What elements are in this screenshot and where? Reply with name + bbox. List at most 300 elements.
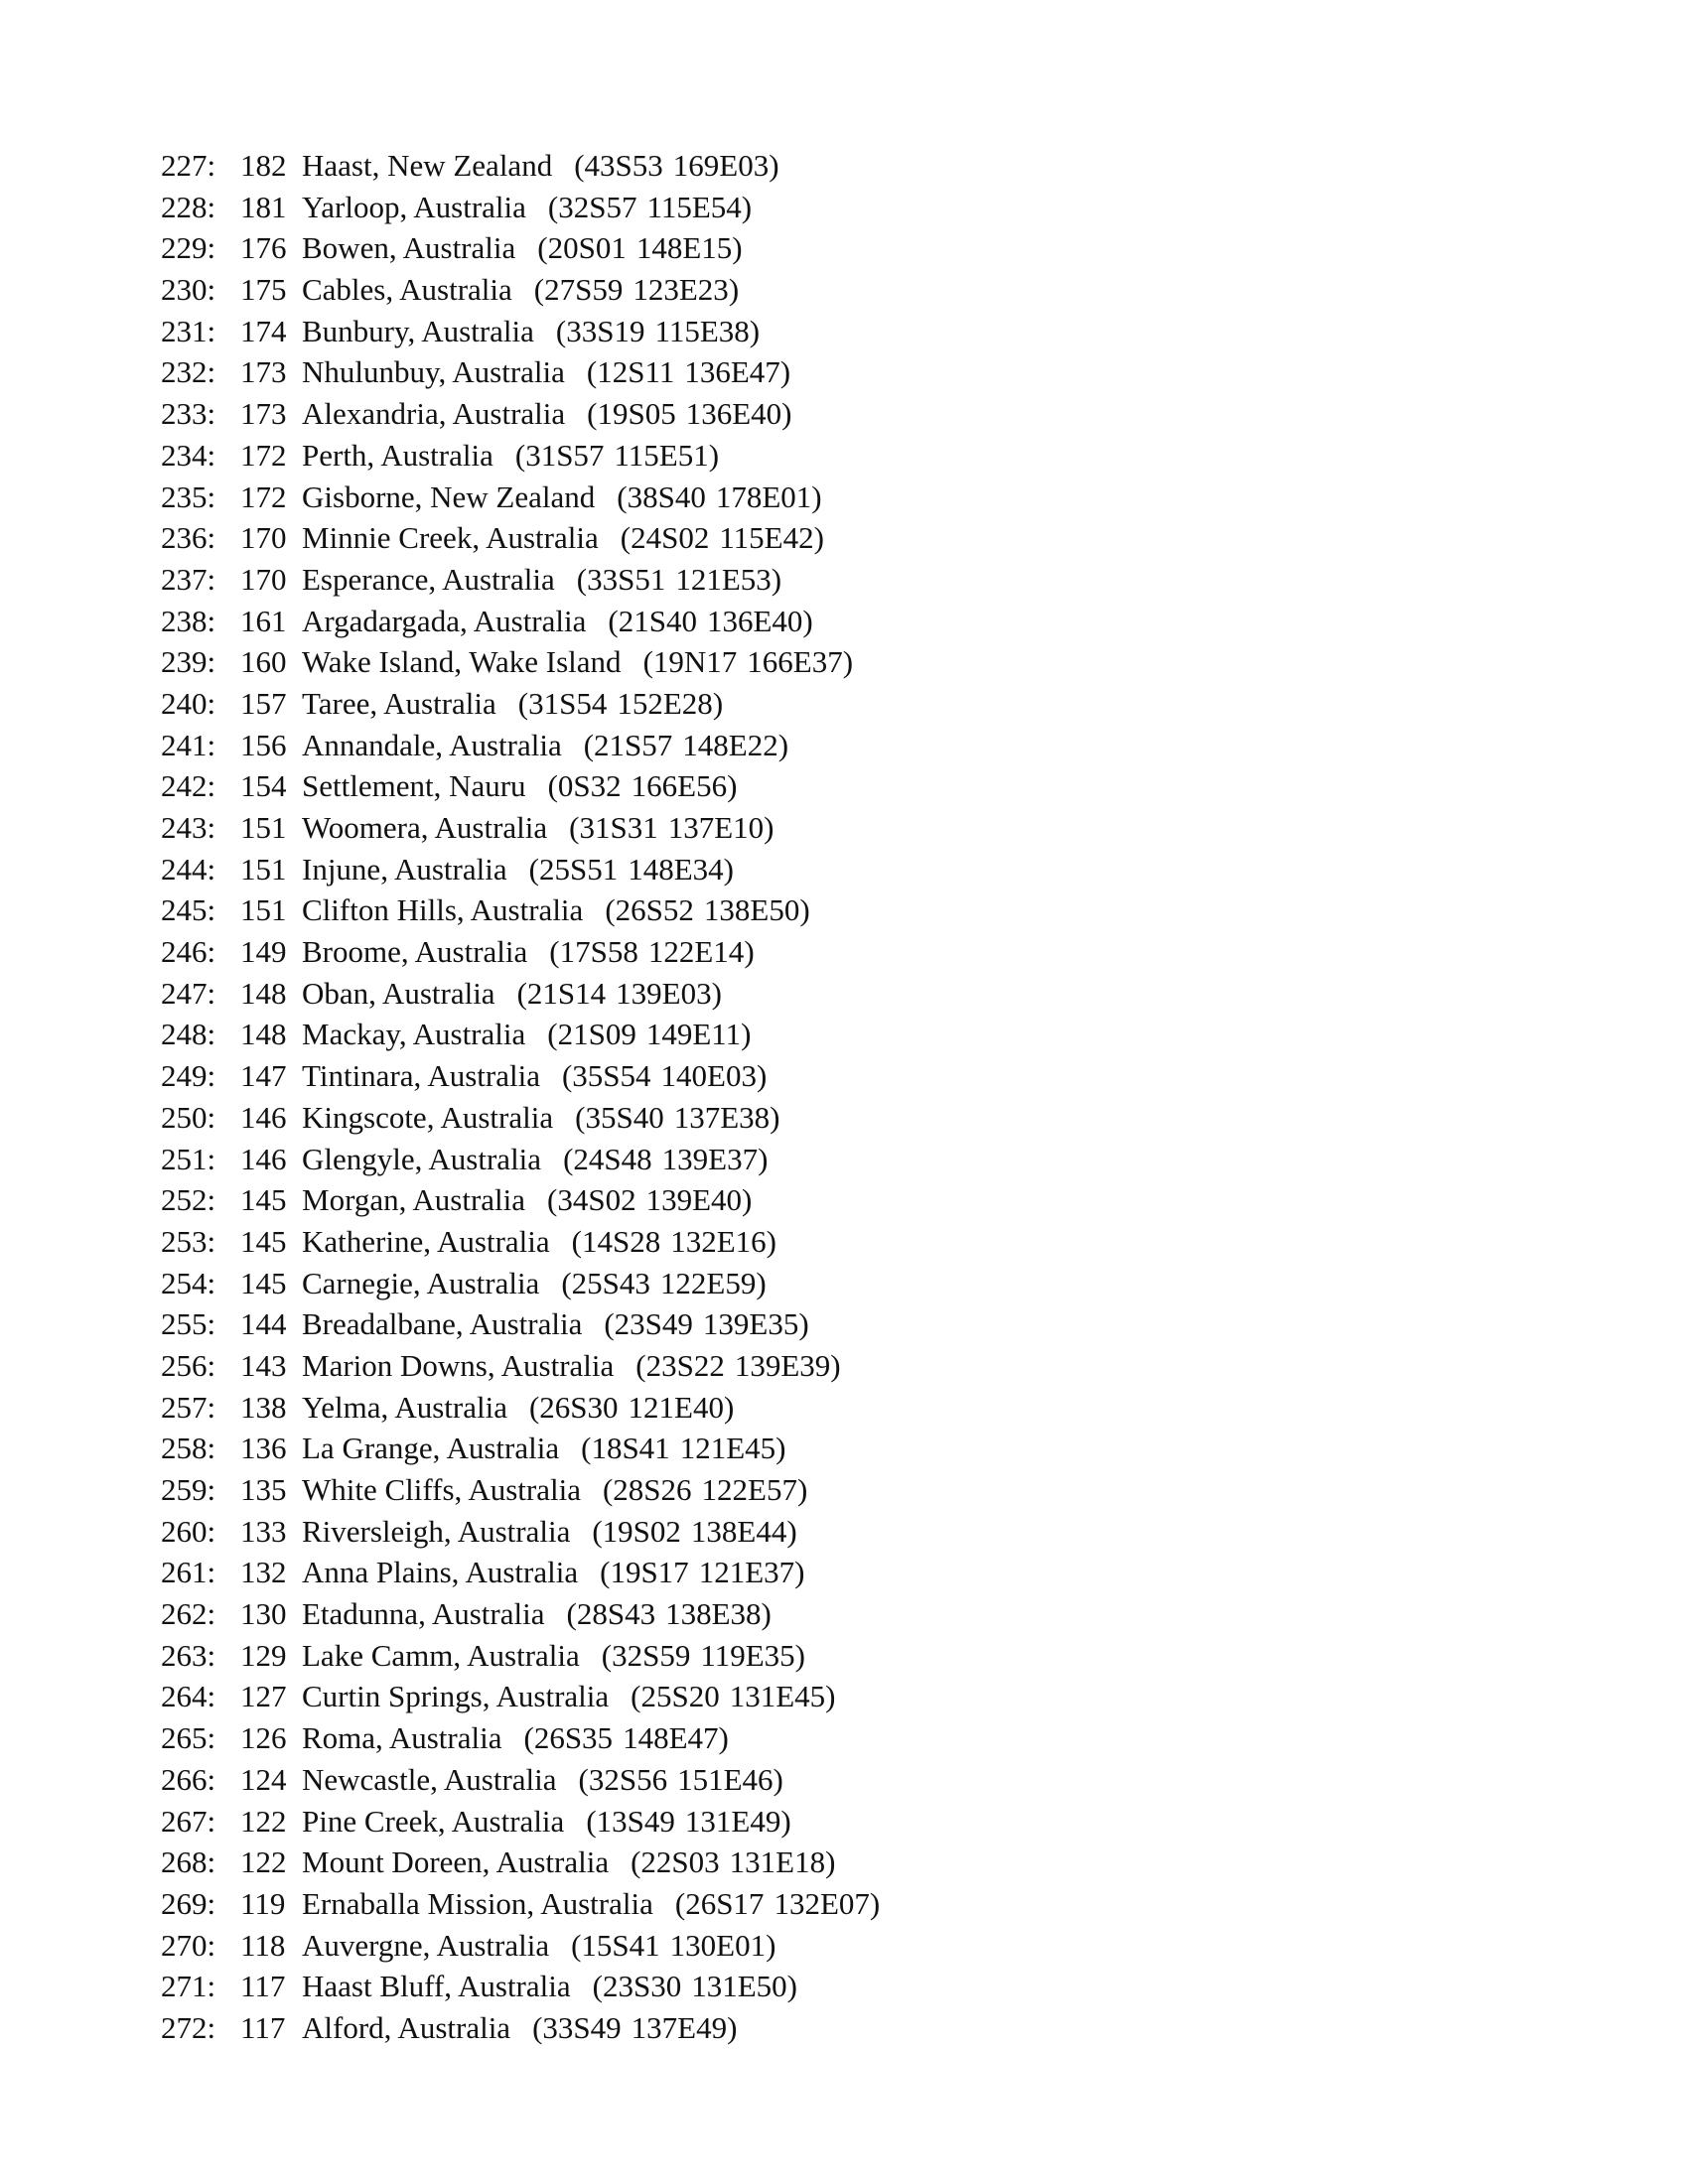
open-paren: (: [583, 727, 595, 762]
list-item: [161, 351, 880, 393]
entry-rank: 237:: [161, 561, 216, 597]
entry-rank: 242:: [161, 768, 216, 804]
entry-longitude: 139E39: [734, 1347, 831, 1383]
entry-count: 175: [240, 272, 287, 308]
entry-place: Pine Creek, Australia: [302, 1803, 565, 1839]
entry-latitude: 24S02: [631, 520, 710, 556]
open-paren: (: [528, 1389, 540, 1425]
list-item: [161, 435, 880, 477]
list-item: [161, 2007, 880, 2049]
entry-longitude: 139E40: [645, 1182, 743, 1218]
entry-count: 126: [240, 1720, 287, 1756]
entry-count: 127: [240, 1679, 287, 1714]
entry-longitude: 119E35: [700, 1637, 795, 1673]
list-item: [161, 807, 880, 849]
entry-place: Anna Plains, Australia: [302, 1555, 579, 1590]
list-item: [161, 973, 880, 1015]
entry-longitude: 131E50: [691, 1969, 787, 2004]
entry-place: Nhulunbuy, Australia: [302, 354, 565, 390]
entry-latitude: 32S56: [588, 1761, 668, 1797]
entry-rank: 243:: [161, 810, 216, 845]
list-item: [161, 1221, 880, 1263]
entry-rank: 245:: [161, 892, 216, 928]
entry-count: 117: [240, 1969, 286, 2004]
entry-count: 151: [240, 851, 287, 887]
entry-latitude: 19S05: [597, 396, 676, 432]
entry-place: Auvergne, Australia: [302, 1927, 550, 1963]
entry-count: 170: [240, 520, 287, 556]
open-paren: (: [547, 189, 559, 224]
list-item: [161, 1676, 880, 1717]
entry-latitude: 0S32: [557, 768, 622, 804]
entry-rank: 241:: [161, 727, 216, 762]
entry-rank: 232:: [161, 354, 216, 390]
entry-place: Morgan, Australia: [302, 1182, 526, 1218]
entry-longitude: 149E11: [645, 1017, 742, 1052]
entry-place: Minnie Creek, Australia: [302, 520, 599, 556]
entry-longitude: 115E54: [646, 189, 742, 224]
entry-longitude: 136E40: [685, 396, 782, 432]
entry-place: Mount Doreen, Australia: [302, 1844, 610, 1880]
open-paren: (: [575, 1099, 586, 1135]
close-paren: ): [764, 810, 774, 845]
entry-count: 173: [240, 354, 287, 390]
list-item: [161, 849, 880, 890]
entry-count: 145: [240, 1265, 287, 1300]
open-paren: (: [517, 685, 529, 721]
entry-place: Clifton Hills, Australia: [302, 892, 584, 928]
close-paren: ): [769, 148, 779, 183]
entry-longitude: 121E37: [698, 1555, 795, 1590]
close-paren: ): [825, 1844, 836, 1880]
entry-longitude: 137E49: [631, 2009, 728, 2045]
entry-rank: 255:: [161, 1306, 216, 1342]
list-item: [161, 269, 880, 311]
entry-place: Settlement, Nauru: [302, 768, 526, 804]
entry-latitude: 38S40: [627, 478, 706, 514]
entry-longitude: 131E45: [729, 1679, 826, 1714]
entry-rank: 254:: [161, 1265, 216, 1300]
entry-latitude: 35S40: [585, 1099, 664, 1135]
entry-latitude: 32S59: [612, 1637, 691, 1673]
entry-rank: 271:: [161, 1969, 216, 2004]
entry-place: Bunbury, Australia: [302, 313, 534, 348]
close-paren: ): [766, 1927, 776, 1963]
list-item: [161, 477, 880, 518]
open-paren: (: [600, 1555, 611, 1590]
entry-rank: 263:: [161, 1637, 216, 1673]
entry-place: Alford, Australia: [302, 2009, 511, 2045]
entry-place: Carnegie, Australia: [302, 1265, 540, 1300]
list-item: [161, 601, 880, 642]
close-paren: ): [728, 272, 740, 308]
list-item: [161, 517, 880, 559]
entry-longitude: 132E07: [774, 1885, 870, 1921]
close-paren: ): [741, 1017, 752, 1052]
entry-rank: 265:: [161, 1720, 216, 1756]
entry-place: Broome, Australia: [302, 934, 528, 970]
close-paren: ): [723, 851, 734, 887]
entry-count: 170: [240, 561, 287, 597]
list-item: [161, 1263, 880, 1304]
entry-rank: 246:: [161, 934, 216, 970]
list-item: [161, 1966, 880, 2007]
entry-longitude: 131E18: [729, 1844, 826, 1880]
open-paren: (: [547, 768, 558, 804]
list-item: [161, 1179, 880, 1221]
open-paren: (: [537, 230, 548, 266]
list-item: [161, 1717, 880, 1759]
entry-rank: 227:: [161, 148, 216, 183]
entry-longitude: 138E38: [665, 1596, 762, 1632]
entry-longitude: 148E22: [682, 727, 778, 762]
open-paren: (: [576, 561, 588, 597]
open-paren: (: [586, 1803, 597, 1839]
open-paren: (: [566, 1596, 577, 1632]
list-item: [161, 1139, 880, 1180]
entry-count: 132: [240, 1555, 287, 1590]
list-item: [161, 1511, 880, 1553]
entry-count: 146: [240, 1099, 287, 1135]
entry-count: 148: [240, 975, 287, 1011]
entry-latitude: 43S53: [584, 148, 663, 183]
entry-place: White Cliffs, Australia: [302, 1472, 581, 1507]
list-item: [161, 1593, 880, 1635]
open-paren: (: [602, 1472, 614, 1507]
entry-place: Glengyle, Australia: [302, 1141, 542, 1176]
entry-rank: 262:: [161, 1596, 216, 1632]
list-item: [161, 559, 880, 601]
entry-place: La Grange, Australia: [302, 1431, 560, 1466]
entry-rank: 247:: [161, 975, 216, 1011]
list-item: [161, 1303, 880, 1345]
list-item: [161, 1883, 880, 1925]
close-paren: ): [742, 1182, 753, 1218]
entry-rank: 264:: [161, 1679, 216, 1714]
entry-rank: 251:: [161, 1141, 216, 1176]
entry-latitude: 21S09: [557, 1017, 636, 1052]
entry-longitude: 148E15: [635, 230, 733, 266]
open-paren: (: [549, 934, 560, 970]
close-paren: ): [712, 685, 724, 721]
list-item: [161, 1428, 880, 1469]
entry-place: Haast Bluff, Australia: [302, 1969, 571, 2004]
entry-count: 118: [240, 1927, 286, 1963]
close-paren: ): [708, 437, 720, 473]
open-paren: (: [563, 1141, 574, 1176]
entry-latitude: 19S02: [602, 1513, 681, 1549]
open-paren: (: [604, 1306, 615, 1342]
open-paren: (: [569, 810, 580, 845]
entry-rank: 252:: [161, 1182, 216, 1218]
entry-latitude: 33S49: [542, 2009, 622, 2045]
entry-count: 147: [240, 1058, 287, 1094]
close-paren: ): [756, 1265, 767, 1300]
entry-latitude: 22S03: [640, 1844, 720, 1880]
entry-latitude: 31S57: [525, 437, 605, 473]
entry-longitude: 115E38: [654, 313, 750, 348]
entry-longitude: 121E45: [679, 1431, 776, 1466]
entry-rank: 266:: [161, 1761, 216, 1797]
entry-count: 151: [240, 892, 287, 928]
entry-rank: 272:: [161, 2009, 216, 2045]
open-paren: (: [561, 1265, 572, 1300]
close-paren: ): [842, 644, 854, 680]
entry-rank: 258:: [161, 1431, 216, 1466]
entry-rank: 244:: [161, 851, 216, 887]
entry-latitude: 23S22: [645, 1347, 725, 1383]
entry-count: 148: [240, 1017, 287, 1052]
entry-latitude: 26S35: [533, 1720, 614, 1756]
entry-latitude: 23S49: [614, 1306, 693, 1342]
list-item: [161, 765, 880, 807]
entry-longitude: 122E57: [701, 1472, 797, 1507]
list-item: [161, 1014, 880, 1055]
open-paren: (: [532, 2009, 543, 2045]
entry-latitude: 28S43: [576, 1596, 656, 1632]
entry-longitude: 166E56: [631, 768, 728, 804]
entry-place: Esperance, Australia: [302, 561, 555, 597]
list-item: [161, 227, 880, 269]
entry-rank: 248:: [161, 1017, 216, 1052]
close-paren: ): [798, 1306, 809, 1342]
entry-rank: 240:: [161, 685, 216, 721]
entry-place: Taree, Australia: [302, 685, 496, 721]
entry-place: Tintinara, Australia: [302, 1058, 540, 1094]
close-paren: ): [781, 396, 792, 432]
entry-longitude: 136E40: [706, 603, 803, 638]
entry-place: Haast, New Zealand: [302, 148, 553, 183]
entry-count: 145: [240, 1182, 287, 1218]
list-item: [161, 1345, 880, 1387]
open-paren: (: [574, 148, 585, 183]
list-item: [161, 1055, 880, 1097]
entry-longitude: 139E35: [702, 1306, 799, 1342]
close-paren: ): [794, 1555, 805, 1590]
entry-latitude: 26S30: [539, 1389, 619, 1425]
entry-count: 176: [240, 230, 287, 266]
close-paren: ): [711, 975, 722, 1011]
entry-longitude: 132E16: [670, 1223, 767, 1259]
close-paren: ): [718, 1720, 729, 1756]
entry-longitude: 122E59: [659, 1265, 757, 1300]
entry-longitude: 131E49: [684, 1803, 781, 1839]
list-item: [161, 1469, 880, 1511]
entry-rank: 270:: [161, 1927, 216, 1963]
open-paren: (: [608, 603, 619, 638]
list-item: [161, 641, 880, 683]
entry-rank: 267:: [161, 1803, 216, 1839]
close-paren: ): [799, 892, 810, 928]
entry-place: Wake Island, Wake Island: [302, 644, 622, 680]
entry-count: 122: [240, 1844, 287, 1880]
list-item: [161, 931, 880, 973]
close-paren: ): [770, 1099, 780, 1135]
entry-rank: 229:: [161, 230, 216, 266]
entry-rank: 235:: [161, 478, 216, 514]
entry-count: 122: [240, 1803, 287, 1839]
list-item: [161, 311, 880, 352]
close-paren: ): [766, 1223, 776, 1259]
entry-rank: 233:: [161, 396, 216, 432]
entry-longitude: 148E47: [623, 1720, 719, 1756]
entry-place: Ernaballa Mission, Australia: [302, 1885, 653, 1921]
entry-place: Bowen, Australia: [302, 230, 516, 266]
entry-latitude: 19N17: [652, 644, 738, 680]
entry-longitude: 151E46: [677, 1761, 774, 1797]
entry-count: 136: [240, 1431, 287, 1466]
entry-count: 154: [240, 768, 287, 804]
entry-count: 157: [240, 685, 287, 721]
entry-place: Riversleigh, Australia: [302, 1513, 571, 1549]
entry-latitude: 15S41: [581, 1927, 660, 1963]
entry-latitude: 31S31: [579, 810, 658, 845]
entry-rank: 238:: [161, 603, 216, 638]
entry-count: 151: [240, 810, 287, 845]
entry-latitude: 21S14: [526, 975, 607, 1011]
close-paren: ): [771, 561, 782, 597]
entry-longitude: 139E03: [616, 975, 712, 1011]
entry-rank: 239:: [161, 644, 216, 680]
entry-rank: 253:: [161, 1223, 216, 1259]
close-paren: ): [830, 1347, 841, 1383]
entry-latitude: 34S02: [557, 1182, 636, 1218]
open-paren: (: [581, 1431, 592, 1466]
entry-latitude: 32S57: [558, 189, 637, 224]
entry-rank: 257:: [161, 1389, 216, 1425]
list-item: [161, 187, 880, 228]
open-paren: (: [586, 354, 598, 390]
entry-count: 172: [240, 437, 287, 473]
entry-place: Lake Camm, Australia: [302, 1637, 580, 1673]
close-paren: ): [749, 313, 761, 348]
entry-place: Gisborne, New Zealand: [302, 478, 596, 514]
entry-latitude: 20S01: [547, 230, 627, 266]
close-paren: ): [779, 354, 791, 390]
entry-longitude: 139E37: [661, 1141, 759, 1176]
close-paren: ): [869, 1885, 881, 1921]
entry-count: 117: [240, 2009, 286, 2045]
entry-latitude: 25S43: [571, 1265, 650, 1300]
entry-latitude: 17S58: [559, 934, 638, 970]
list-item: [161, 1801, 880, 1843]
entry-place: Perth, Australia: [302, 437, 493, 473]
open-paren: (: [528, 851, 539, 887]
open-paren: (: [635, 1347, 646, 1383]
entry-place: Oban, Australia: [302, 975, 495, 1011]
list-item: [161, 1387, 880, 1429]
open-paren: (: [631, 1844, 641, 1880]
entry-latitude: 26S52: [615, 892, 694, 928]
entry-count: 129: [240, 1637, 287, 1673]
entry-longitude: 178E01: [715, 478, 812, 514]
entry-rank: 234:: [161, 437, 216, 473]
entry-rank: 269:: [161, 1885, 216, 1921]
entry-longitude: 136E47: [684, 354, 780, 390]
ranked-location-list: [161, 145, 880, 2049]
entry-longitude: 138E50: [703, 892, 800, 928]
entry-place: Roma, Australia: [302, 1720, 502, 1756]
close-paren: ): [744, 934, 755, 970]
open-paren: (: [561, 1058, 573, 1094]
entry-longitude: 115E51: [614, 437, 709, 473]
entry-rank: 261:: [161, 1555, 216, 1590]
close-paren: ): [741, 189, 753, 224]
entry-place: Cables, Australia: [302, 272, 512, 308]
entry-rank: 259:: [161, 1472, 216, 1507]
entry-rank: 256:: [161, 1347, 216, 1383]
list-item: [161, 725, 880, 766]
entry-count: 119: [240, 1885, 286, 1921]
entry-count: 181: [240, 189, 287, 224]
entry-place: Argadargada, Australia: [302, 603, 587, 638]
entry-place: Kingscote, Australia: [302, 1099, 554, 1135]
open-paren: (: [547, 1182, 558, 1218]
entry-latitude: 26S17: [685, 1885, 765, 1921]
close-paren: ): [773, 1761, 783, 1797]
entry-rank: 268:: [161, 1844, 216, 1880]
entry-rank: 249:: [161, 1058, 216, 1094]
entry-place: Yelma, Australia: [302, 1389, 507, 1425]
entry-count: 124: [240, 1761, 287, 1797]
open-paren: (: [547, 1017, 558, 1052]
entry-place: Injune, Australia: [302, 851, 507, 887]
entry-latitude: 35S54: [572, 1058, 651, 1094]
open-paren: (: [571, 1927, 582, 1963]
entry-place: Newcastle, Australia: [302, 1761, 557, 1797]
close-paren: ): [732, 230, 743, 266]
entry-latitude: 23S30: [602, 1969, 682, 2004]
open-paren: (: [516, 975, 527, 1011]
open-paren: (: [578, 1761, 589, 1797]
open-paren: (: [642, 644, 653, 680]
entry-rank: 230:: [161, 272, 216, 308]
entry-count: 161: [240, 603, 287, 638]
close-paren: ): [777, 727, 789, 762]
list-item: [161, 1925, 880, 1967]
entry-count: 146: [240, 1141, 287, 1176]
entry-latitude: 14S28: [581, 1223, 661, 1259]
close-paren: ): [727, 2009, 738, 2045]
open-paren: (: [617, 478, 628, 514]
entry-count: 173: [240, 396, 287, 432]
entry-longitude: 130E01: [669, 1927, 767, 1963]
entry-latitude: 12S11: [597, 354, 675, 390]
entry-longitude: 121E53: [675, 561, 772, 597]
entry-place: Alexandria, Australia: [302, 396, 566, 432]
list-item: [161, 889, 880, 931]
open-paren: (: [592, 1513, 603, 1549]
entry-longitude: 121E40: [628, 1389, 724, 1425]
entry-count: 160: [240, 644, 287, 680]
entry-count: 130: [240, 1596, 287, 1632]
entry-latitude: 21S40: [618, 603, 697, 638]
list-item: [161, 1635, 880, 1677]
open-paren: (: [631, 1679, 641, 1714]
entry-longitude: 169E03: [672, 148, 770, 183]
entry-place: Yarloop, Australia: [302, 189, 526, 224]
open-paren: (: [605, 892, 616, 928]
close-paren: ): [825, 1679, 836, 1714]
entry-longitude: 137E10: [667, 810, 765, 845]
list-item: [161, 145, 880, 187]
entry-longitude: 122E14: [647, 934, 745, 970]
entry-latitude: 31S54: [528, 685, 608, 721]
list-item: [161, 1097, 880, 1139]
entry-count: 182: [240, 148, 287, 183]
entry-longitude: 138E44: [690, 1513, 787, 1549]
entry-latitude: 25S51: [538, 851, 619, 887]
